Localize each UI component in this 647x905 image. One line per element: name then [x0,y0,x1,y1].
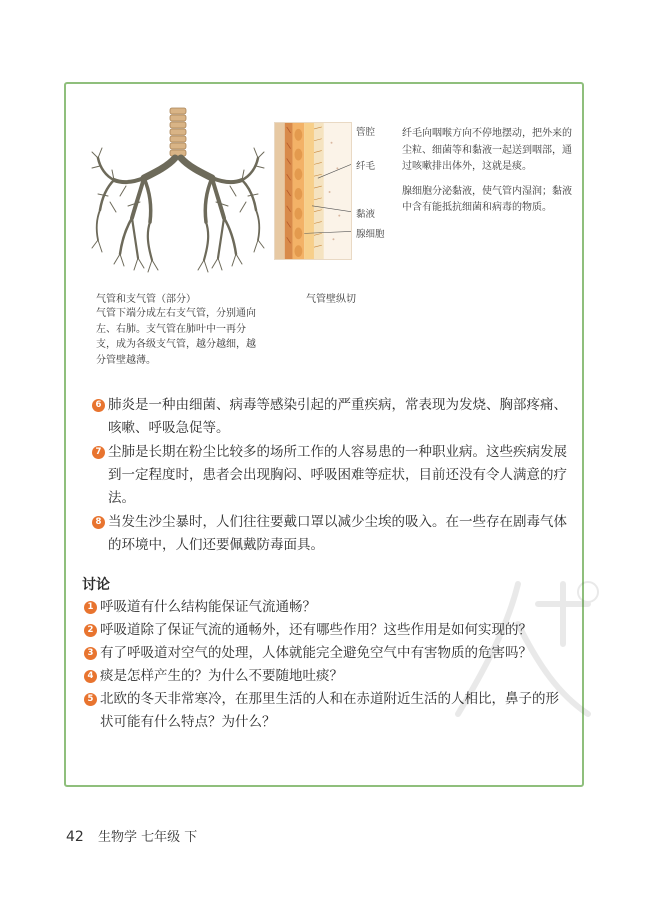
question-text: 呼吸道有什么结构能保证气流通畅？ [100,599,316,615]
cilia-note: 纤毛向咽喉方向不停地摆动，把外来的尘粒、细菌等和黏液一起送到咽部，通过咳嗽排出体外，这就是痰。 [402,128,572,172]
book-title: 生物学 七年级 下 [97,830,198,845]
question-item [84,596,568,619]
caption-lungs-text: 气管下端分成左右支气管，分别通向左、右肺。支气管在肺叶中一再分支，成为各级支气管，越分越细，越分管壁越薄。 [96,308,256,366]
number-badge: 3 [84,647,97,660]
question-item [84,619,568,642]
page-footer [66,826,197,845]
question-text: 北欧的冬天非常寒冷，在那里生活的人和在赤道附近生活的人相比，鼻子的形状可能有什么特点？为什么？ [100,691,559,730]
label-lumen: 管腔 [356,127,376,138]
figure-side-note [402,126,578,217]
caption-lungs-title: 气管和支气管（部分） [96,294,196,305]
gland-note: 腺细胞分泌黏液，使气管内湿润；黏液中含有能抵抗细菌和病毒的物质。 [402,185,572,213]
note-item [92,511,572,557]
page-number: 42 [66,829,84,845]
number-badge: 8 [92,516,105,529]
label-mucus: 黏液 [356,209,376,220]
question-text: 呼吸道除了保证气流的通畅外，还有哪些作用？这些作用是如何实现的？ [100,622,532,638]
note-text: 尘肺是长期在粉尘比较多的场所工作的人容易患的一种职业病。这些疾病发展到一定程度时，患者会出现胸闷、呼吸困难等症状，目前还没有令人满意的疗法。 [108,444,567,506]
number-badge: 7 [92,446,105,459]
trachea-wall-section-illustration [274,122,352,260]
caption-section-title: 气管壁纵切 [306,294,356,305]
numbered-notes [92,394,572,558]
content-frame [64,82,584,787]
question-text: 痰是怎样产生的？为什么不要随地吐痰？ [100,668,343,684]
note-item [92,441,572,510]
number-badge: 1 [84,601,97,614]
number-badge: 5 [84,693,97,706]
note-item [92,394,572,440]
note-text: 肺炎是一种由细菌、病毒等感染引起的严重疾病，常表现为发烧、胸部疼痛、咳嗽、呼吸急促等。 [108,397,567,436]
question-item [84,688,568,734]
discussion-title: 讨论 [82,577,110,593]
number-badge: 6 [92,399,105,412]
note-text: 当发生沙尘暴时，人们往往要戴口罩以减少尘埃的吸入。在一些存在剧毒气体的环境中，人们还要佩戴防毒面具。 [108,514,567,553]
trachea-wall-section-figure [274,122,394,260]
label-cilia: 纤毛 [356,161,376,172]
question-item [84,642,568,665]
bronchial-tree-illustration [90,106,268,276]
number-badge: 4 [84,670,97,683]
number-badge: 2 [84,624,97,637]
discussion-questions [84,596,568,734]
label-gland-cell: 腺细胞 [356,229,385,240]
question-item [84,665,568,688]
question-text: 有了呼吸道对空气的处理，人体就能完全避免空气中有害物质的危害吗？ [100,645,532,661]
